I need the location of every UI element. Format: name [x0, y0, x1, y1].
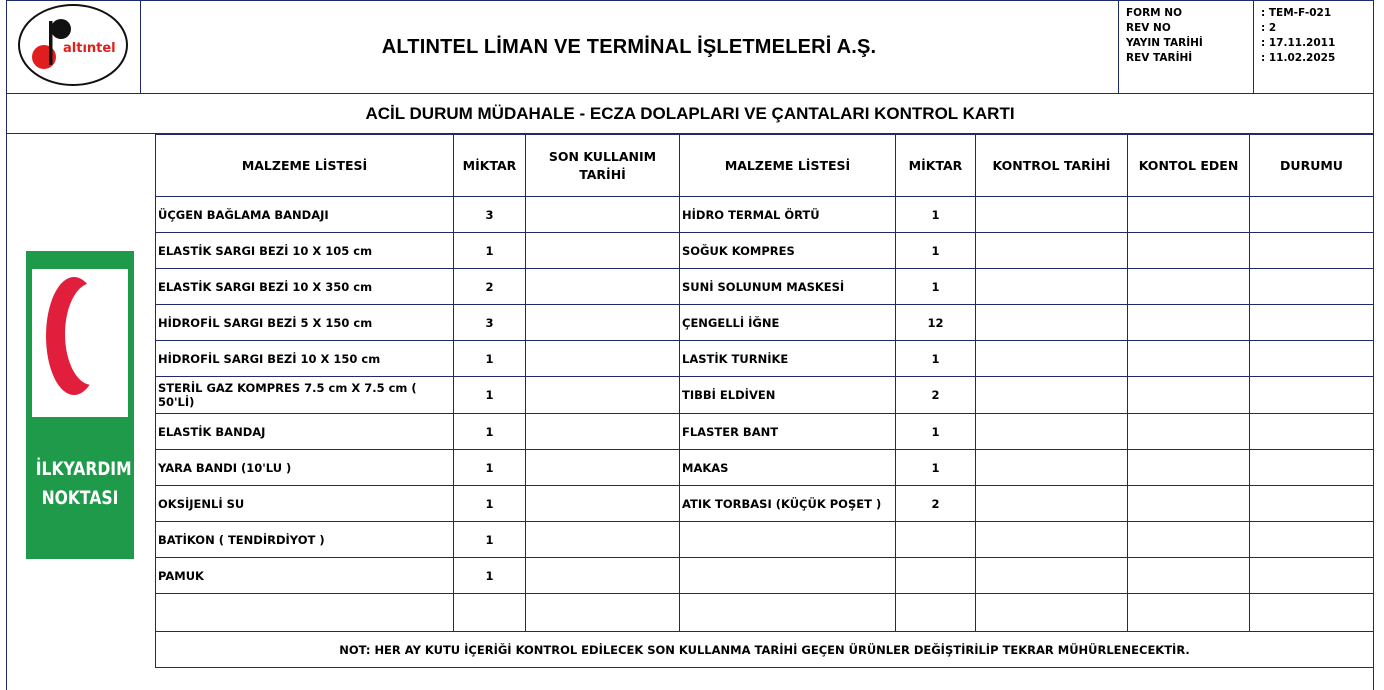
quantity-cell: 2 — [454, 269, 526, 305]
entry-cell[interactable] — [526, 341, 680, 377]
column-header: MALZEME LİSTESİ — [156, 135, 454, 197]
entry-cell[interactable] — [976, 522, 1128, 558]
column-header: KONTROL TARİHİ — [976, 135, 1128, 197]
item-cell: ÇENGELLİ İĞNE — [680, 305, 896, 341]
entry-cell[interactable] — [976, 558, 1128, 594]
quantity-cell: 1 — [454, 377, 526, 414]
quantity-cell: 1 — [454, 486, 526, 522]
column-header: DURUMU — [1250, 135, 1374, 197]
entry-cell[interactable] — [1250, 233, 1374, 269]
entry-cell[interactable] — [1250, 305, 1374, 341]
entry-cell[interactable] — [976, 341, 1128, 377]
table-row — [156, 233, 1374, 269]
entry-cell[interactable] — [976, 414, 1128, 450]
entry-cell[interactable] — [1128, 197, 1250, 233]
table-row — [156, 414, 1374, 450]
entry-cell[interactable] — [526, 305, 680, 341]
entry-cell[interactable] — [1128, 233, 1250, 269]
entry-cell[interactable] — [1128, 305, 1250, 341]
quantity-cell: 1 — [454, 522, 526, 558]
item-cell: OKSİJENLİ SU — [156, 486, 454, 522]
table-row — [156, 594, 1374, 632]
quantity-cell: 3 — [454, 197, 526, 233]
entry-cell[interactable] — [976, 594, 1128, 632]
meta-value-rev-no: : 2 — [1261, 22, 1277, 34]
entry-cell[interactable] — [526, 522, 680, 558]
entry-cell[interactable] — [1128, 522, 1250, 558]
quantity-cell: 3 — [454, 305, 526, 341]
entry-cell[interactable] — [526, 558, 680, 594]
form-title: ACİL DURUM MÜDAHALE - ECZA DOLAPLARI VE ÇANTALARI KONTROL KARTI — [6, 94, 1374, 134]
quantity-cell — [454, 594, 526, 632]
item-cell: ELASTİK SARGI BEZİ 10 X 350 cm — [156, 269, 454, 305]
item-cell: FLASTER BANT — [680, 414, 896, 450]
meta-value-rev-date: : 11.02.2025 — [1261, 52, 1336, 64]
item-cell: TIBBİ ELDİVEN — [680, 377, 896, 414]
quantity-cell: 1 — [896, 233, 976, 269]
sign-panel — [32, 269, 128, 417]
note-row — [156, 632, 1374, 668]
item-cell: HİDROFİL SARGI BEZİ 5 X 150 cm — [156, 305, 454, 341]
item-cell — [156, 594, 454, 632]
crescent-cutout — [65, 283, 119, 385]
table-row — [156, 305, 1374, 341]
item-cell: LASTİK TURNİKE — [680, 341, 896, 377]
entry-cell[interactable] — [1128, 450, 1250, 486]
column-header: SON KULLANIM TARİHİ — [526, 135, 680, 197]
quantity-cell — [896, 594, 976, 632]
column-header: MİKTAR — [454, 135, 526, 197]
quantity-cell: 12 — [896, 305, 976, 341]
entry-cell[interactable] — [1250, 341, 1374, 377]
column-header: MALZEME LİSTESİ — [680, 135, 896, 197]
item-cell: MAKAS — [680, 450, 896, 486]
quantity-cell: 2 — [896, 377, 976, 414]
first-aid-sign — [26, 251, 134, 559]
entry-cell[interactable] — [976, 233, 1128, 269]
meta-keys — [1126, 1, 1254, 93]
entry-cell[interactable] — [976, 486, 1128, 522]
item-cell — [680, 522, 896, 558]
table-row — [156, 269, 1374, 305]
entry-cell[interactable] — [976, 269, 1128, 305]
item-cell: SUNİ SOLUNUM MASKESİ — [680, 269, 896, 305]
entry-cell[interactable] — [526, 594, 680, 632]
sign-line-2: NOKTASI — [41, 487, 119, 509]
item-cell: ELASTİK SARGI BEZİ 10 X 105 cm — [156, 233, 454, 269]
meta-values — [1261, 1, 1371, 93]
entry-cell[interactable] — [1128, 594, 1250, 632]
entry-cell[interactable] — [1250, 558, 1374, 594]
item-cell: ELASTİK BANDAJ — [156, 414, 454, 450]
table-row — [156, 377, 1374, 414]
entry-cell[interactable] — [526, 269, 680, 305]
meta-value-publish-date: : 17.11.2011 — [1261, 37, 1336, 49]
meta-key-form-no: FORM NO — [1126, 7, 1183, 19]
quantity-cell — [896, 522, 976, 558]
item-cell: SOĞUK KOMPRES — [680, 233, 896, 269]
entry-cell[interactable] — [976, 197, 1128, 233]
quantity-cell: 1 — [454, 450, 526, 486]
checklist-table — [155, 134, 1374, 668]
meta-key-rev-no: REV NO — [1126, 22, 1171, 34]
entry-cell[interactable] — [1128, 414, 1250, 450]
entry-cell[interactable] — [976, 305, 1128, 341]
company-name: ALTINTEL LİMAN VE TERMİNAL İŞLETMELERİ A.Ş. — [140, 1, 1119, 93]
quantity-cell: 1 — [454, 558, 526, 594]
table-note: NOT: HER AY KUTU İÇERİĞİ KONTROL EDİLECEK SON KULLANMA TARİHİ GEÇEN ÜRÜNLER DEĞİŞTİRİLİP TEKRAR MÜHÜRLENECEKTİR. — [156, 632, 1374, 668]
meta-value-form-no: : TEM-F-021 — [1261, 7, 1332, 19]
entry-cell[interactable] — [976, 450, 1128, 486]
quantity-cell: 1 — [454, 233, 526, 269]
item-cell: BATİKON ( TENDİRDİYOT ) — [156, 522, 454, 558]
header-row — [156, 135, 1374, 197]
entry-cell[interactable] — [976, 377, 1128, 414]
entry-cell[interactable] — [1128, 558, 1250, 594]
entry-cell[interactable] — [1250, 450, 1374, 486]
meta-key-rev-date: REV TARİHİ — [1126, 52, 1193, 64]
quantity-cell: 1 — [896, 269, 976, 305]
quantity-cell: 1 — [454, 341, 526, 377]
table-row — [156, 486, 1374, 522]
table-row — [156, 341, 1374, 377]
entry-cell[interactable] — [1250, 269, 1374, 305]
quantity-cell: 1 — [896, 341, 976, 377]
item-cell: HİDRO TERMAL ÖRTÜ — [680, 197, 896, 233]
entry-cell[interactable] — [1250, 414, 1374, 450]
item-cell: STERİL GAZ KOMPRES 7.5 cm X 7.5 cm ( 50'Lİ) — [156, 377, 454, 414]
item-cell: PAMUK — [156, 558, 454, 594]
entry-cell[interactable] — [1128, 269, 1250, 305]
entry-cell[interactable] — [526, 377, 680, 414]
entry-cell[interactable] — [526, 414, 680, 450]
form-meta — [1118, 1, 1374, 93]
item-cell — [680, 558, 896, 594]
entry-cell[interactable] — [1250, 197, 1374, 233]
sign-text — [35, 455, 132, 513]
item-cell — [680, 594, 896, 632]
entry-cell[interactable] — [1250, 594, 1374, 632]
entry-cell[interactable] — [1128, 486, 1250, 522]
column-header: MİKTAR — [896, 135, 976, 197]
entry-cell[interactable] — [526, 233, 680, 269]
entry-cell[interactable] — [1250, 522, 1374, 558]
altintel-logo — [7, 1, 140, 93]
quantity-cell — [896, 558, 976, 594]
entry-cell[interactable] — [526, 486, 680, 522]
entry-cell[interactable] — [1250, 377, 1374, 414]
quantity-cell: 2 — [896, 486, 976, 522]
quantity-cell: 1 — [896, 197, 976, 233]
meta-key-publish-date: YAYIN TARİHİ — [1126, 37, 1203, 49]
entry-cell[interactable] — [1250, 486, 1374, 522]
quantity-cell: 1 — [896, 414, 976, 450]
table-row — [156, 522, 1374, 558]
table-row — [156, 450, 1374, 486]
item-cell: ÜÇGEN BAĞLAMA BANDAJI — [156, 197, 454, 233]
item-cell: ATIK TORBASI (KÜÇÜK POŞET ) — [680, 486, 896, 522]
column-header: KONTOL EDEN — [1128, 135, 1250, 197]
sign-line-1: İLKYARDIM — [35, 458, 132, 480]
quantity-cell: 1 — [896, 450, 976, 486]
entry-cell[interactable] — [526, 197, 680, 233]
item-cell: HİDROFİL SARGI BEZİ 10 X 150 cm — [156, 341, 454, 377]
table-row — [156, 197, 1374, 233]
quantity-cell: 1 — [454, 414, 526, 450]
logo-cell — [7, 1, 141, 93]
logo-text: altıntel — [63, 41, 116, 56]
entry-cell[interactable] — [1128, 377, 1250, 414]
entry-cell[interactable] — [1128, 341, 1250, 377]
table-row — [156, 558, 1374, 594]
entry-cell[interactable] — [526, 450, 680, 486]
item-cell: YARA BANDI (10'LU ) — [156, 450, 454, 486]
